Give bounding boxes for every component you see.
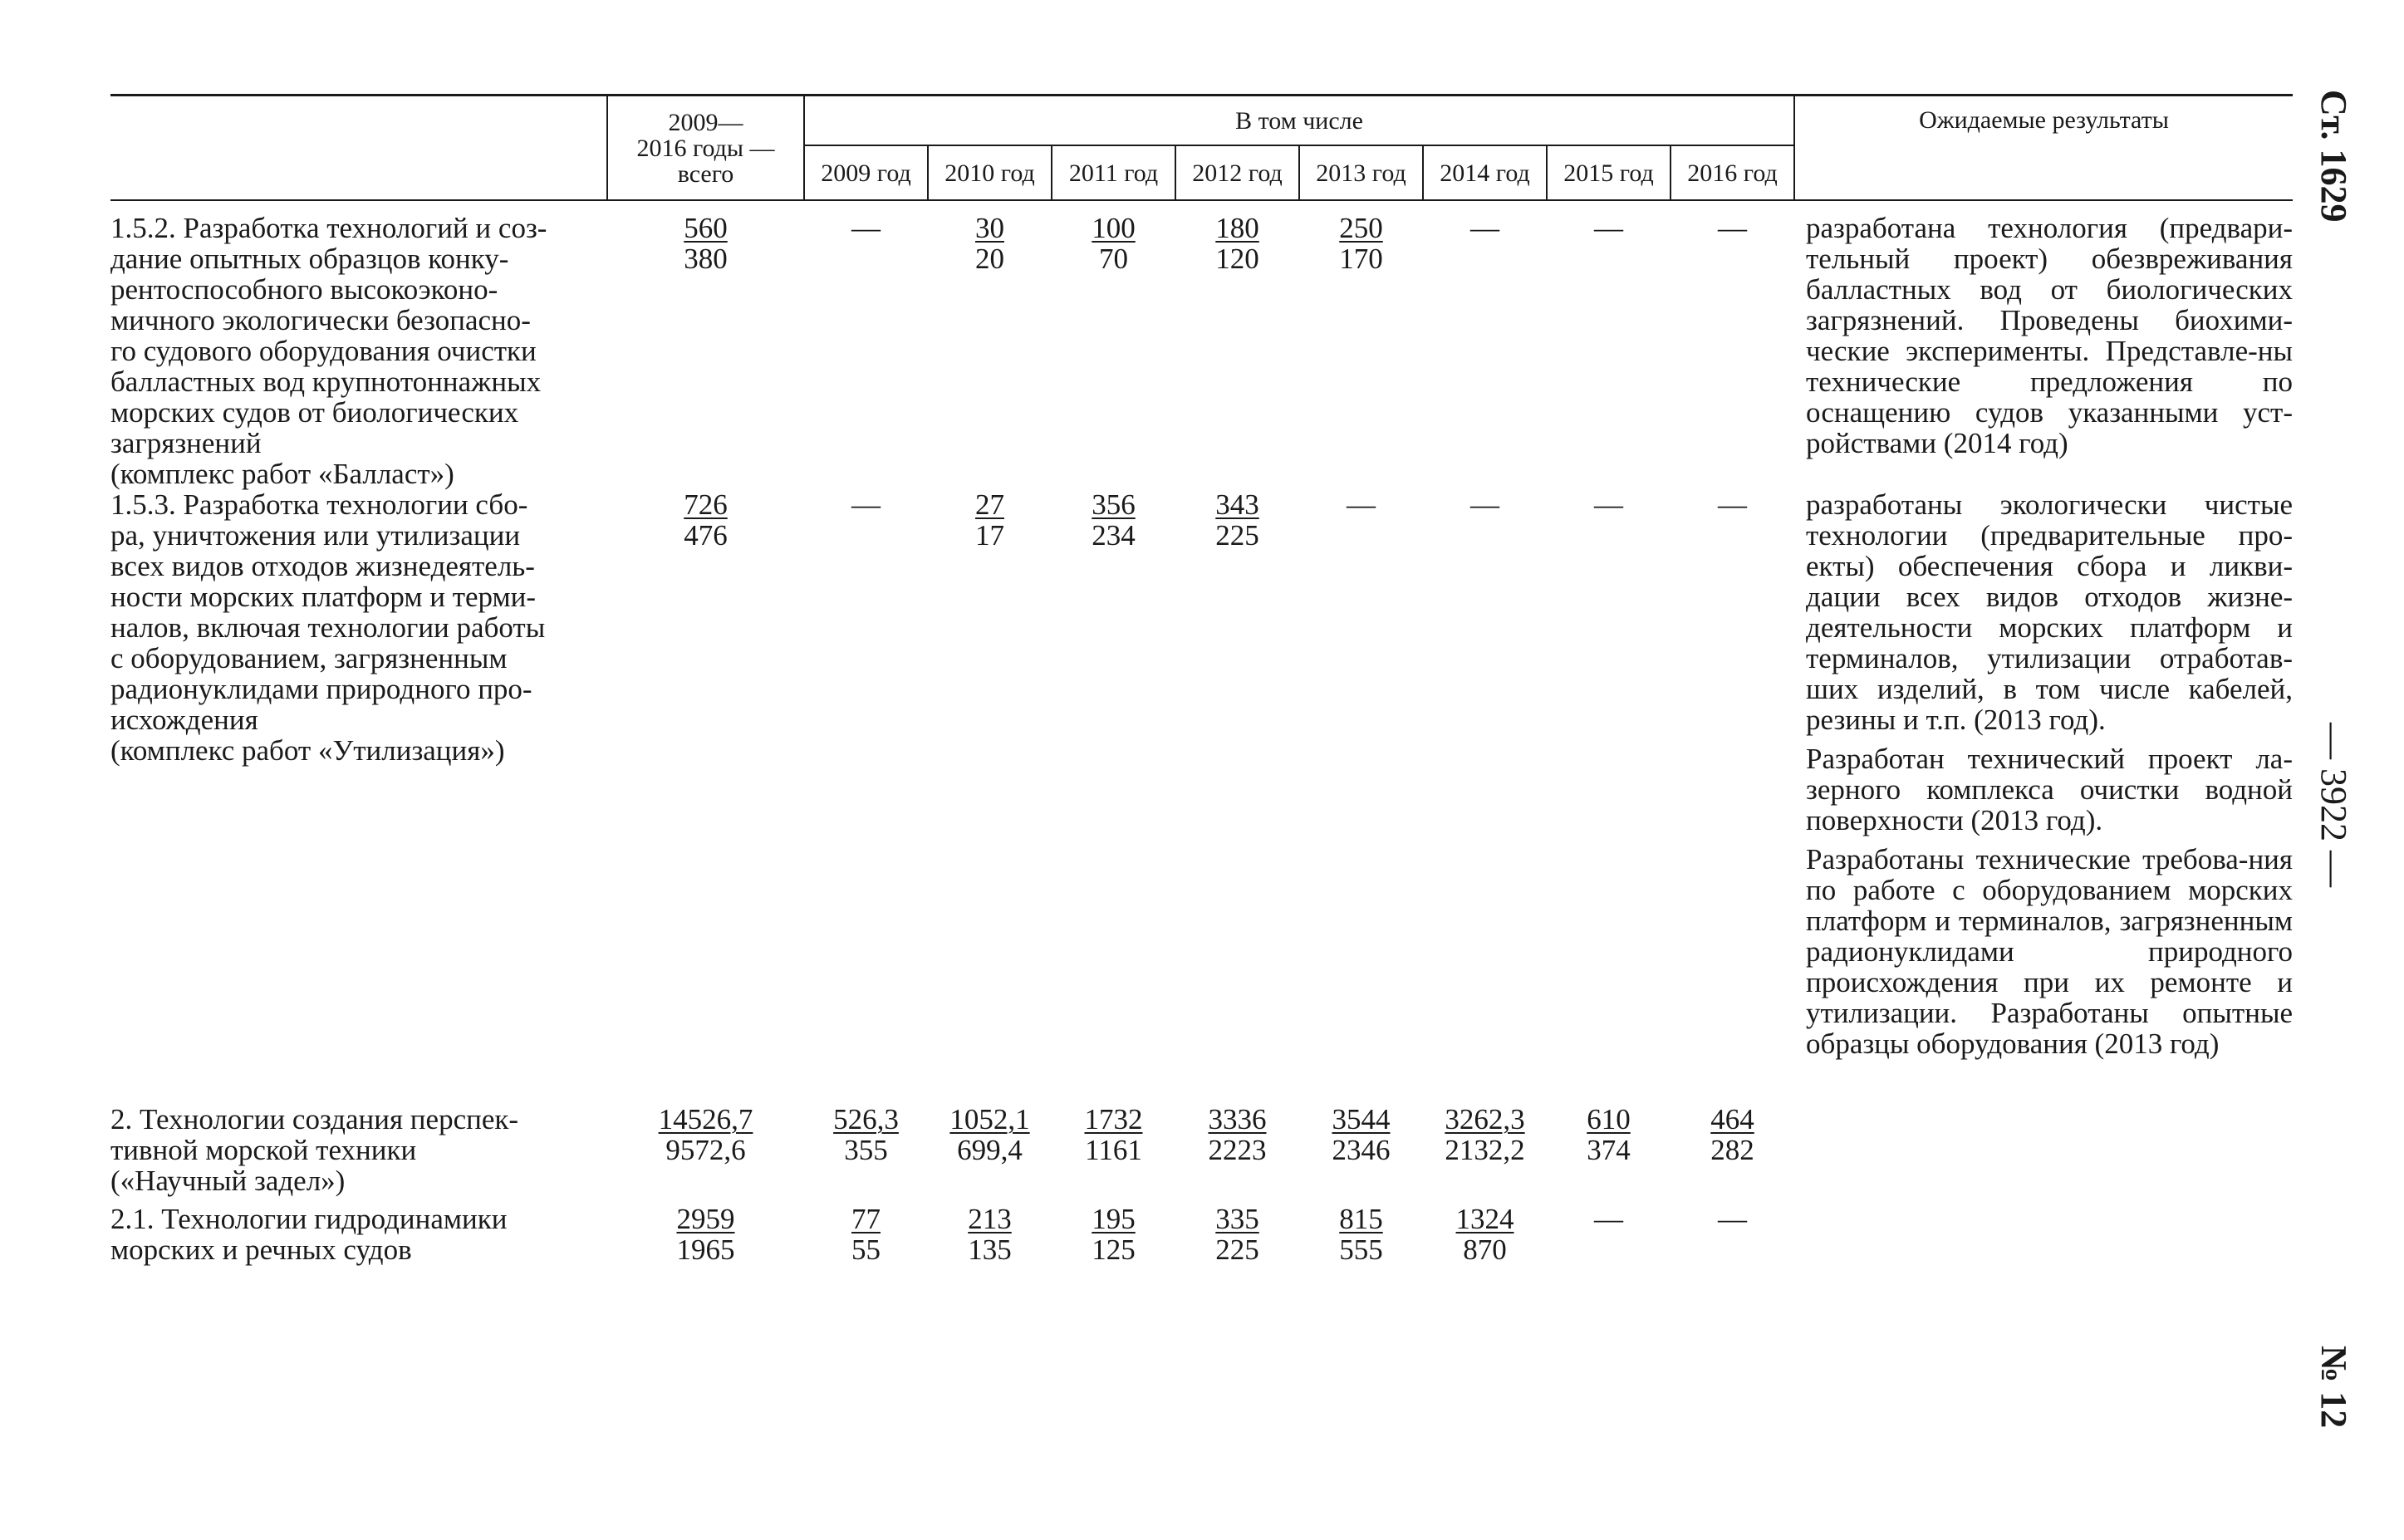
federal-funding-value: 120 <box>1215 243 1259 275</box>
total-funding-value: 1052,1 <box>949 1103 1030 1135</box>
fraction-value <box>1339 1204 1383 1265</box>
value-cell <box>1671 489 1794 1104</box>
value-cell <box>1299 1104 1423 1204</box>
activity-name-cell <box>110 489 607 1104</box>
total-funding-value: 356 <box>1092 488 1136 521</box>
header-total-line: 2016 годы — <box>636 134 775 162</box>
article-label: Ст. 1629 <box>2313 90 2354 223</box>
header-year-5: 2013 год <box>1299 145 1423 200</box>
header-total-line: 2009— <box>668 108 743 136</box>
value-cell <box>1052 1104 1175 1204</box>
header-year-3: 2011 год <box>1052 145 1175 200</box>
total-funding-value: 213 <box>968 1203 1012 1235</box>
federal-funding-value: 374 <box>1587 1134 1631 1166</box>
fraction-value <box>1215 489 1259 551</box>
empty-dash: — <box>851 488 881 521</box>
empty-dash: — <box>1718 1203 1747 1235</box>
total-funding-value: 3336 <box>1208 1103 1267 1135</box>
header-year-7: 2015 год <box>1547 145 1671 200</box>
total-funding-value: 3262,3 <box>1445 1103 1525 1135</box>
activity-name-line: (комплекс работ «Утилизация») <box>110 734 505 767</box>
header-year-2: 2010 год <box>928 145 1052 200</box>
federal-funding-value: 70 <box>1099 243 1128 275</box>
fraction-value <box>1085 1104 1143 1165</box>
page-number: — 3922 — <box>2313 723 2354 887</box>
fraction-value <box>1215 1204 1259 1265</box>
federal-funding-value: 1161 <box>1085 1134 1142 1166</box>
fraction-value <box>677 1204 735 1265</box>
empty-dash: — <box>1718 488 1747 521</box>
fraction-value <box>833 1104 899 1165</box>
header-total-line: всего <box>677 159 734 188</box>
value-cell <box>1547 1204 1671 1265</box>
federal-funding-value: 380 <box>684 243 728 275</box>
activity-name-line: 2.1. Технологии гидродинамики <box>110 1203 508 1235</box>
total-funding-value: 2959 <box>676 1203 735 1235</box>
federal-funding-value: 282 <box>1710 1134 1754 1166</box>
fraction-value <box>1092 489 1136 551</box>
activity-name-line: тивной морской техники <box>110 1134 417 1166</box>
value-cell <box>1052 200 1175 489</box>
expected-results-cell <box>1794 1104 2293 1204</box>
total-funding-value: 100 <box>1092 212 1136 244</box>
table-row <box>110 489 2293 1104</box>
value-cell <box>607 1204 804 1265</box>
federal-funding-value: 699,4 <box>957 1134 1023 1166</box>
header-total-cell <box>607 96 804 201</box>
fraction-value <box>1339 213 1383 274</box>
activity-name-line: 1.5.2. Разработка технологий и соз- <box>110 212 547 244</box>
value-cell <box>804 489 928 1104</box>
total-funding-value: 610 <box>1587 1103 1631 1135</box>
value-cell <box>1547 200 1671 489</box>
value-cell <box>1671 1104 1794 1204</box>
empty-dash: — <box>1470 212 1499 244</box>
expected-results-cell <box>1794 489 2293 1104</box>
value-cell <box>1423 200 1547 489</box>
value-cell <box>928 200 1052 489</box>
issue-label: № 12 <box>2313 1346 2354 1429</box>
value-cell <box>928 489 1052 1104</box>
total-funding-value: 560 <box>684 212 728 244</box>
total-funding-value: 1324 <box>1455 1203 1514 1235</box>
table-row <box>110 1204 2293 1265</box>
activity-name-line: с оборудованием, загрязненным <box>110 642 508 674</box>
fraction-value <box>684 489 728 551</box>
expected-results-cell <box>1794 200 2293 489</box>
federal-funding-value: 225 <box>1215 1233 1259 1266</box>
value-cell <box>928 1204 1052 1265</box>
activity-name-cell <box>110 1104 607 1204</box>
value-cell <box>804 1104 928 1204</box>
federal-funding-value: 870 <box>1463 1233 1507 1266</box>
fraction-value <box>1092 213 1136 274</box>
total-funding-value: 1732 <box>1084 1103 1143 1135</box>
value-cell <box>607 200 804 489</box>
total-funding-value: 464 <box>1710 1103 1754 1135</box>
fraction-value <box>1215 213 1259 274</box>
federal-funding-value: 2223 <box>1208 1134 1267 1166</box>
activity-name-line: морских судов от биологических <box>110 396 519 429</box>
activity-name-line: загрязнений <box>110 427 262 459</box>
total-funding-value: 3544 <box>1332 1103 1391 1135</box>
fraction-value <box>949 1104 1029 1165</box>
value-cell <box>1671 1204 1794 1265</box>
empty-dash: — <box>1594 488 1623 521</box>
fraction-value <box>1209 1104 1267 1165</box>
value-cell <box>1423 1204 1547 1265</box>
total-funding-value: 250 <box>1339 212 1383 244</box>
activity-name-line: балластных вод крупнотоннажных <box>110 365 542 398</box>
header-year-4: 2012 год <box>1175 145 1299 200</box>
value-cell <box>1052 489 1175 1104</box>
fraction-value <box>1456 1204 1514 1265</box>
activity-name-line: ра, уничтожения или утилизации <box>110 519 521 552</box>
total-funding-value: 180 <box>1215 212 1259 244</box>
total-funding-value: 30 <box>975 212 1004 244</box>
federal-funding-value: 1965 <box>676 1233 735 1266</box>
activity-name-line: рентоспособного высокоэконо- <box>110 273 498 306</box>
federal-funding-value: 135 <box>968 1233 1012 1266</box>
fraction-value <box>1710 1104 1754 1165</box>
table-body <box>110 200 2293 1265</box>
header-year-8: 2016 год <box>1671 145 1794 200</box>
value-cell <box>1547 489 1671 1104</box>
federal-funding-value: 2346 <box>1332 1134 1391 1166</box>
total-funding-value: 77 <box>851 1203 881 1235</box>
activity-name-line: морских и речных судов <box>110 1233 412 1266</box>
program-table <box>110 94 2293 1265</box>
header-name-cell <box>110 96 607 201</box>
activity-name-line: («Научный задел») <box>110 1165 346 1197</box>
result-paragraph: разработана технология (предвари-тельный проект) обезвреживания балластных вод от биологических загрязнений. Проведены биохими-ческие эксперименты. Представле-ны технические предложения по оснащению судов указанными уст-ройствами (2014 год) <box>1806 212 2294 459</box>
federal-funding-value: 355 <box>844 1134 888 1166</box>
value-cell <box>1052 1204 1175 1265</box>
total-funding-value: 815 <box>1339 1203 1383 1235</box>
activity-name-cell <box>110 1204 607 1265</box>
empty-dash: — <box>851 212 881 244</box>
federal-funding-value: 9572,6 <box>665 1134 746 1166</box>
expected-results-cell <box>1794 1204 2293 1265</box>
fraction-value <box>684 213 728 274</box>
empty-dash: — <box>1594 1203 1623 1235</box>
federal-funding-value: 170 <box>1339 243 1383 275</box>
header-year-1: 2009 год <box>804 145 928 200</box>
total-funding-value: 27 <box>975 488 1004 521</box>
fraction-value <box>968 1204 1012 1265</box>
activity-name-line: исхождения <box>110 704 258 736</box>
federal-funding-value: 555 <box>1339 1233 1383 1266</box>
activity-name-line: дание опытных образцов конку- <box>110 243 509 275</box>
activity-name-line: 2. Технологии создания перспек- <box>110 1103 519 1135</box>
table-header <box>110 96 2293 201</box>
fraction-value <box>851 1204 881 1265</box>
value-cell <box>1423 489 1547 1104</box>
empty-dash: — <box>1347 488 1376 521</box>
value-cell <box>1547 1104 1671 1204</box>
value-cell <box>1299 1204 1423 1265</box>
value-cell <box>1175 200 1299 489</box>
total-funding-value: 335 <box>1215 1203 1259 1235</box>
value-cell <box>1423 1104 1547 1204</box>
federal-funding-value: 20 <box>975 243 1004 275</box>
activity-name-line: 1.5.3. Разработка технологии сбо- <box>110 488 528 521</box>
federal-funding-value: 55 <box>851 1233 881 1266</box>
federal-funding-value: 225 <box>1215 519 1259 552</box>
empty-dash: — <box>1470 488 1499 521</box>
value-cell <box>804 200 928 489</box>
total-funding-value: 14526,7 <box>658 1103 753 1135</box>
fraction-value <box>1332 1104 1391 1165</box>
federal-funding-value: 125 <box>1092 1233 1136 1266</box>
value-cell <box>607 1104 804 1204</box>
fraction-value <box>659 1104 753 1165</box>
total-funding-value: 343 <box>1215 488 1259 521</box>
fraction-value <box>1587 1104 1631 1165</box>
total-funding-value: 526,3 <box>833 1103 899 1135</box>
activity-name-line: всех видов отходов жизнедеятель- <box>110 550 535 582</box>
header-including: В том числе <box>804 96 1794 146</box>
empty-dash: — <box>1594 212 1623 244</box>
value-cell <box>1175 1204 1299 1265</box>
result-paragraph: разработаны экологически чистые технологии (предварительные про-екты) обеспечения сбора и ликви-дации всех видов отходов жизне-деятельности морских платформ и терминалов, утилизации отработав-ших изделий, в том числе кабелей, резины и т.п. (2013 год). <box>1806 488 2294 736</box>
fraction-value <box>975 213 1004 274</box>
activity-name-line: (комплекс работ «Балласт») <box>110 458 454 490</box>
activity-name-line: мичного экологически безопасно- <box>110 304 531 336</box>
federal-funding-value: 17 <box>975 519 1004 552</box>
value-cell <box>928 1104 1052 1204</box>
fraction-value <box>1445 1104 1524 1165</box>
value-cell <box>1175 489 1299 1104</box>
activity-name-line: ности морских платформ и терми- <box>110 581 537 613</box>
federal-funding-value: 476 <box>684 519 728 552</box>
result-paragraph: Разработаны технические требова-ния по работе с оборудованием морских платформ и терминалов, загрязненным радионуклидами природного происхождения при их ремонте и утилизации. Разработаны опытные образцы оборудования (2013 год) <box>1806 843 2294 1060</box>
result-paragraph: Разработан технический проект ла-зерного комплекса очистки водной поверхности (2013 год). <box>1806 743 2294 836</box>
value-cell <box>1175 1104 1299 1204</box>
header-results: Ожидаемые результаты <box>1794 96 2293 201</box>
federal-funding-value: 2132,2 <box>1445 1134 1525 1166</box>
fraction-value <box>1092 1204 1136 1265</box>
table-row <box>110 200 2293 489</box>
header-year-6: 2014 год <box>1423 145 1547 200</box>
activity-name-line: налов, включая технологии работы <box>110 611 546 644</box>
value-cell <box>1671 200 1794 489</box>
activity-name-line: радионуклидами природного про- <box>110 673 532 705</box>
value-cell <box>1299 200 1423 489</box>
fraction-value <box>975 489 1004 551</box>
value-cell <box>804 1204 928 1265</box>
federal-funding-value: 234 <box>1092 519 1136 552</box>
empty-dash: — <box>1718 212 1747 244</box>
value-cell <box>1299 489 1423 1104</box>
total-funding-value: 195 <box>1092 1203 1136 1235</box>
total-funding-value: 726 <box>684 488 728 521</box>
activity-name-cell <box>110 200 607 489</box>
value-cell <box>607 489 804 1104</box>
table-row <box>110 1104 2293 1204</box>
activity-name-line: го судового оборудования очистки <box>110 335 537 367</box>
